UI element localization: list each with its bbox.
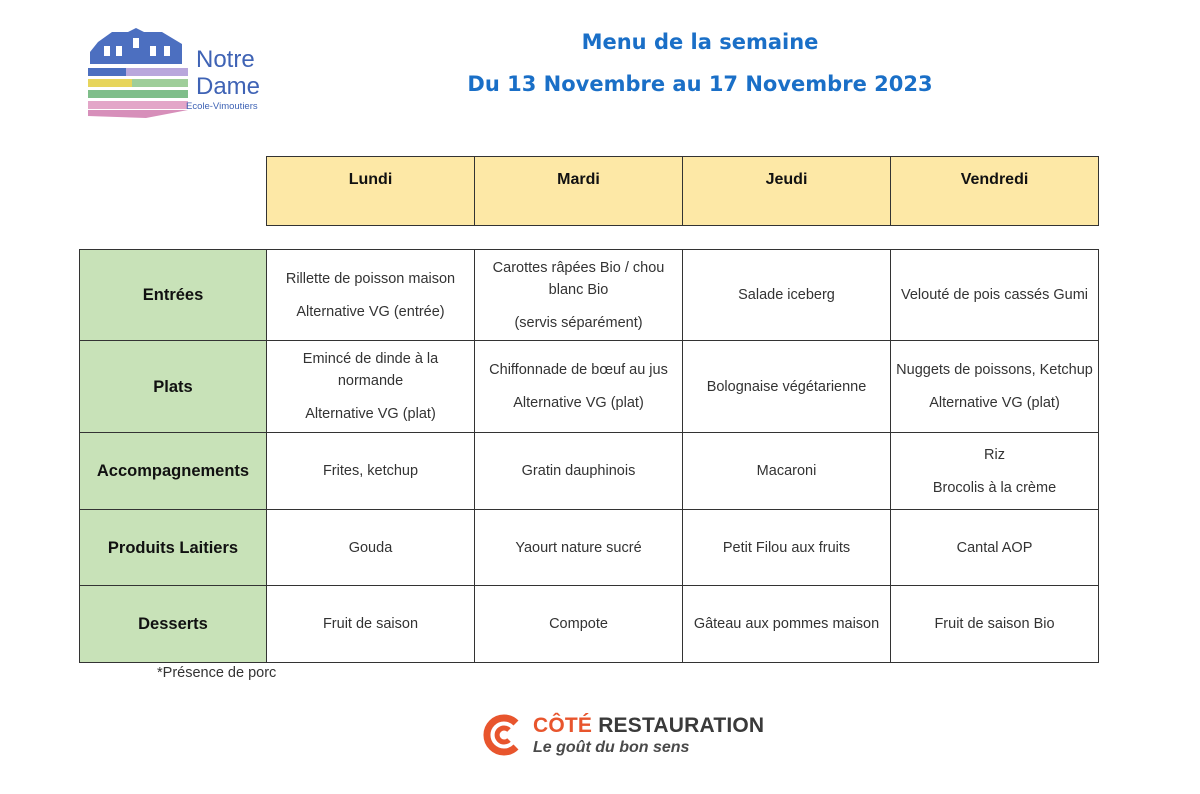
dish-text: Gratin dauphinois — [521, 463, 636, 479]
menu-row-accompagnements — [80, 433, 1099, 510]
row-category: Plats — [80, 341, 267, 433]
logo-word-dame: Dame — [196, 73, 261, 100]
dish-text: Riz — [984, 446, 1005, 463]
menu-cell — [475, 510, 683, 586]
menu-cell — [267, 586, 475, 663]
dish-text: Petit Filou aux fruits — [722, 539, 851, 556]
menu-cell — [891, 341, 1099, 433]
menu-row-plats — [80, 341, 1099, 433]
school-logo — [86, 28, 276, 120]
dish-text: (servis séparément) — [514, 314, 643, 331]
days-header-table — [266, 156, 1099, 226]
dish-text: Fruit de saison Bio — [934, 616, 1055, 632]
menu-cell — [267, 341, 475, 433]
menu-cell — [891, 433, 1099, 510]
menu-row-desserts — [80, 586, 1099, 663]
menu-cell — [475, 586, 683, 663]
page-title: Menu de la semaine — [581, 30, 819, 54]
dish-text: Macaroni — [756, 463, 817, 479]
school-building-icon — [86, 28, 191, 120]
dish-text: Brocolis à la crème — [932, 479, 1057, 496]
dish-text: Fruit de saison — [322, 616, 419, 632]
brand-c-icon — [483, 714, 525, 756]
menu-cell — [475, 250, 683, 341]
dish-text: Gouda — [348, 539, 393, 556]
dish-text: Bolognaise végétarienne — [706, 378, 867, 395]
menu-cell — [683, 341, 891, 433]
dish-text: Nuggets de poissons, Ketchup — [896, 362, 1093, 378]
date-range: Du 13 Novembre au 17 Novembre 2023 — [467, 72, 933, 96]
menu-row-produits-laitiers — [80, 510, 1099, 586]
row-category: Accompagnements — [80, 433, 267, 510]
dish-text: Emincé de dinde à la normande — [302, 351, 439, 389]
menu-cell — [267, 510, 475, 586]
menu-cell — [475, 341, 683, 433]
menu-cell — [267, 250, 475, 341]
menu-cell — [267, 433, 475, 510]
logo-word-notre: Notre — [196, 46, 255, 73]
brand-name-part1: CÔTÉ — [533, 714, 593, 737]
dish-text: Rillette de poisson maison — [285, 270, 456, 287]
day-header: Mardi — [475, 157, 683, 226]
row-category: Entrées — [80, 250, 267, 341]
brand-logo — [483, 712, 783, 762]
dish-text: Velouté de pois cassés Gumi — [901, 287, 1088, 303]
menu-cell — [683, 510, 891, 586]
row-category: Produits Laitiers — [80, 510, 267, 586]
day-header: Lundi — [267, 157, 475, 226]
dish-text: Gâteau aux pommes maison — [693, 616, 880, 632]
menu-cell — [891, 586, 1099, 663]
brand-tagline: Le goût du bon sens — [533, 739, 690, 756]
brand-name — [533, 714, 764, 738]
menu-table — [79, 249, 1099, 663]
menu-cell — [683, 586, 891, 663]
dish-text: Chiffonnade de bœuf au jus — [489, 362, 668, 378]
day-header: Vendredi — [891, 157, 1099, 226]
menu-row-entrees — [80, 250, 1099, 341]
menu-cell — [475, 433, 683, 510]
dish-text: Carottes râpées Bio / chou blanc Bio — [492, 259, 665, 298]
menu-cell — [683, 433, 891, 510]
dish-text: Alternative VG (plat) — [305, 406, 436, 422]
day-header: Jeudi — [683, 157, 891, 226]
menu-cell — [891, 510, 1099, 586]
dish-text: Salade iceberg — [738, 287, 835, 303]
dish-text: Alternative VG (plat) — [513, 395, 644, 411]
dish-text: Yaourt nature sucré — [515, 539, 642, 556]
dish-text: Alternative VG (entrée) — [296, 303, 445, 320]
dish-text: Compote — [549, 616, 608, 632]
logo-subtitle: Ecole-Vimoutiers — [186, 101, 258, 112]
dish-text: Alternative VG (plat) — [929, 395, 1060, 411]
dish-text: Frites, ketchup — [322, 463, 419, 479]
brand-name-part2: RESTAURATION — [598, 714, 765, 737]
pork-note: *Présence de porc — [157, 665, 277, 681]
menu-cell — [683, 250, 891, 341]
menu-cell — [891, 250, 1099, 341]
dish-text: Cantal AOP — [956, 539, 1033, 556]
row-category: Desserts — [80, 586, 267, 663]
